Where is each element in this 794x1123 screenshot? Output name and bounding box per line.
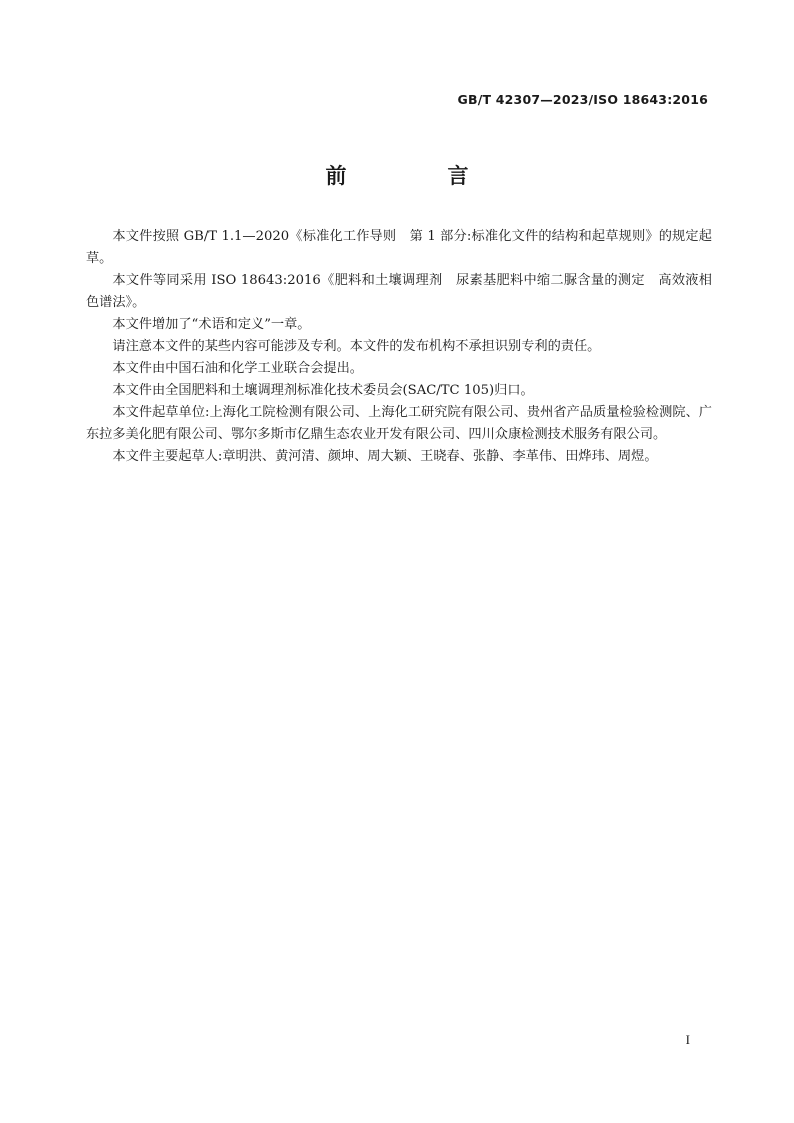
- standard-number-header: GB/T 42307—2023/ISO 18643:2016: [457, 92, 708, 107]
- page-number: I: [685, 1032, 690, 1047]
- page-title: 前 言: [325, 164, 509, 188]
- foreword-paragraph-drafting-units: 本文件起草单位:上海化工院检测有限公司、上海化工研究院有限公司、贵州省产品质量检验检测院、广东拉多美化肥有限公司、鄂尔多斯市亿鼎生态农业开发有限公司、四川众康检测技术服务有限公司。: [86, 405, 712, 442]
- foreword-paragraph-drafters: 本文件主要起草人:章明洪、黄河清、颜坤、周大颖、王晓春、张静、李革伟、田烨玮、周煜。: [112, 449, 658, 464]
- foreword-body: [86, 226, 712, 468]
- foreword-paragraph-iso-adoption: 本文件等同采用 ISO 18643:2016《肥料和土壤调理剂 尿素基肥料中缩二脲含量的测定 高效液相色谱法》。: [86, 273, 712, 310]
- foreword-paragraph-committee: 本文件由全国肥料和土壤调理剂标准化技术委员会(SAC/TC 105)归口。: [112, 383, 534, 398]
- foreword-paragraph-drafting-rules: 本文件按照 GB/T 1.1—2020《标准化工作导则 第 1 部分:标准化文件的结构和起草规则》的规定起草。: [86, 229, 712, 266]
- foreword-paragraph-patent-notice: 请注意本文件的某些内容可能涉及专利。本文件的发布机构不承担识别专利的责任。: [112, 339, 601, 354]
- foreword-paragraph-proposer: 本文件由中国石油和化学工业联合会提出。: [112, 361, 363, 376]
- foreword-paragraph-terms-added: 本文件增加了“术语和定义”一章。: [112, 317, 311, 332]
